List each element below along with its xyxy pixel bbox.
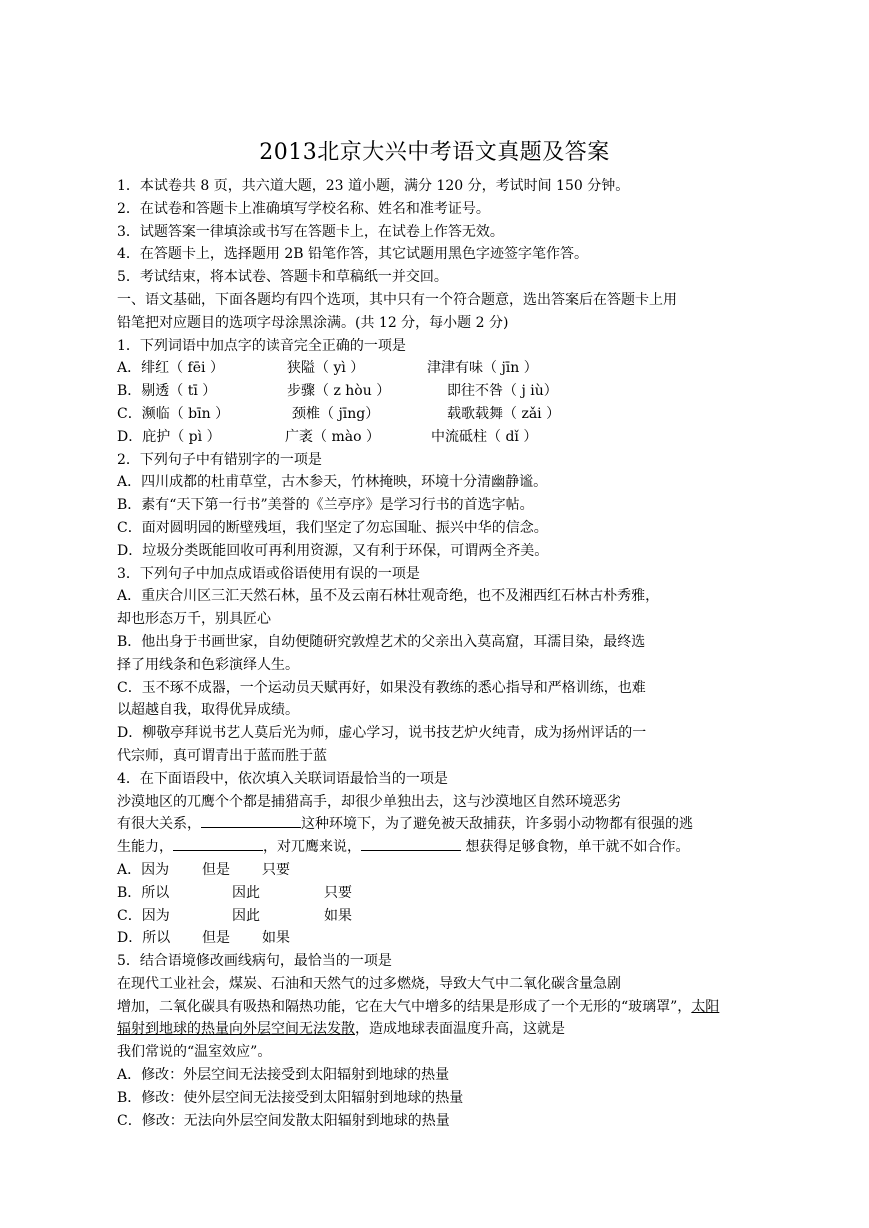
question-1-option-a <box>117 357 787 380</box>
option-item: 即往不咎（ j iù） <box>447 383 558 400</box>
question-4-option-a <box>117 859 787 882</box>
passage-text: ，对兀鹰来说， <box>263 839 361 856</box>
passage-text: 有很大关系， <box>117 816 201 833</box>
option-item: 因此 <box>232 884 260 901</box>
option-item: 步骤（ z hòu ） <box>287 383 391 400</box>
question-3-line: A．重庆合川区三汇天然石林，虽不及云南石林壮观奇绝，也不及湘西红石林古朴秀雅， <box>117 588 660 605</box>
question-3-line: D．柳敬亭拜说书艺人莫后光为师，虚心学习，说书技艺炉火纯青，成为扬州评话的一 <box>117 725 647 742</box>
answer-blank <box>173 836 263 851</box>
question-4-option-d <box>117 927 787 950</box>
option-item: 因此 <box>232 907 260 924</box>
question-3-line: 以超越自我，取得优异成绩。 <box>117 702 299 719</box>
underlined-sentence: 辐射到地球的热量向外层空间无法发散 <box>117 1021 355 1038</box>
question-5-option-a: A．修改：外层空间无法接受到太阳辐射到地球的热量 <box>117 1067 450 1084</box>
option-item: D．庇护（ pì ） <box>117 428 221 445</box>
question-2-option-b: B．素有“天下第一行书”美誉的《兰亭序》是学习行书的首选字帖。 <box>117 497 534 514</box>
option-item: 中流砥柱（ dǐ ） <box>431 428 538 445</box>
question-3-line: C．玉不琢不成器，一个运动员天赋再好，如果没有教练的悉心指导和严格训练，也难 <box>117 679 646 696</box>
instruction-line: 4．在答题卡上，选择题用 2B 铅笔作答，其它试题用黑色字迹签字笔作答。 <box>117 246 589 263</box>
question-5-passage <box>117 996 787 1019</box>
option-item: 只要 <box>262 861 290 878</box>
option-item: C．濒临（ bīn ） <box>117 405 230 422</box>
question-2-stem: 2．下列句子中有错别字的一项是 <box>117 451 322 468</box>
question-4-option-b <box>117 882 787 905</box>
option-item: 但是 <box>202 930 230 947</box>
section-heading: 一、语文基础，下面各题均有四个选项，其中只有一个符合题意，选出答案后在答题卡上用 <box>117 291 677 308</box>
instruction-line: 1．本试卷共 8 页，共六道大题，23 道小题，满分 120 分，考试时间 150 分钟。 <box>117 178 630 194</box>
question-4-option-c <box>117 905 787 928</box>
option-item: A．因为 <box>117 861 170 878</box>
option-item: 只要 <box>324 884 352 901</box>
instruction-line: 3．试题答案一律填涂或书写在答题卡上，在试卷上作答无效。 <box>117 223 504 240</box>
option-item: 颈椎（ jīng） <box>292 405 380 422</box>
option-item: D．所以 <box>117 930 171 947</box>
instruction-line: 5．考试结束，将本试卷、答题卡和草稿纸一并交回。 <box>117 269 448 286</box>
question-3-line: 代宗师，真可谓青出于蓝而胜于蓝 <box>117 747 327 764</box>
question-5-passage <box>117 1018 787 1041</box>
option-item: A．绯红（ fēi ） <box>117 360 224 377</box>
option-item: 广袤（ mào ） <box>285 428 380 445</box>
option-item: B．所以 <box>117 884 170 901</box>
passage-text: 增加，二氧化碳具有吸热和隔热功能，它在大气中增多的结果是形成了一个无形的“玻璃罩”， <box>117 998 692 1015</box>
passage-text: 这种环境下，为了避免被天敌捕获，许多弱小动物都有很强的逃 <box>301 816 693 833</box>
question-5-passage: 我们常说的“温室效应”。 <box>117 1044 272 1061</box>
question-3-line: 却也形态万千，别具匠心 <box>117 611 271 628</box>
answer-blank <box>361 836 461 851</box>
option-item: B．剔透（ tī ） <box>117 383 217 400</box>
question-1-stem: 1．下列词语中加点字的读音完全正确的一项是 <box>117 337 406 354</box>
passage-text: 生能力， <box>117 839 173 856</box>
question-2-option-c: C．面对圆明园的断壁残垣，我们坚定了勿忘国耻、振兴中华的信念。 <box>117 519 548 536</box>
question-2-option-a: A．四川成都的杜甫草堂，古木参天，竹林掩映，环境十分清幽静谧。 <box>117 474 548 491</box>
option-item: C．因为 <box>117 907 170 924</box>
passage-text: ，造成地球表面温度升高，这就是 <box>355 1021 565 1038</box>
question-4-stem: 4．在下面语段中，依次填入关联词语最恰当的一项是 <box>117 770 448 787</box>
question-3-stem: 3．下列句子中加点成语或俗语使用有误的一项是 <box>117 565 420 582</box>
question-5-option-b: B．修改：使外层空间无法接受到太阳辐射到地球的热量 <box>117 1089 464 1106</box>
page-title: 2013北京大兴中考语文真题及答案 <box>259 140 610 165</box>
question-3-line: 择了用线条和色彩演绎人生。 <box>117 656 299 673</box>
option-item: 载歌载舞（ zǎi ） <box>447 405 561 422</box>
section-heading-cont: 铅笔把对应题目的选项字母涂黑涂满。(共 12 分，每小题 2 分) <box>117 314 509 331</box>
question-1-option-c <box>117 403 787 426</box>
passage-text: 想获得足够食物，单干就不如合作。 <box>461 839 690 856</box>
question-5-stem: 5．结合语境修改画线病句，最恰当的一项是 <box>117 953 392 970</box>
option-item: 如果 <box>324 907 352 924</box>
question-1-option-b <box>117 380 787 403</box>
exam-body <box>117 175 787 1132</box>
question-2-option-d: D．垃圾分类既能回收可再利用资源，又有利于环保，可谓两全齐美。 <box>117 542 549 559</box>
option-item: 狭隘（ yì ） <box>287 360 365 377</box>
question-4-passage <box>117 813 787 836</box>
question-4-passage <box>117 836 787 859</box>
instruction-line: 2．在试卷和答题卡上准确填写学校名称、姓名和准考证号。 <box>117 200 490 217</box>
underlined-sentence: 太阳 <box>691 998 720 1015</box>
question-4-passage: 沙漠地区的兀鹰个个都是捕猎高手，却很少单独出去，这与沙漠地区自然环境恶劣 <box>117 793 621 810</box>
option-item: 如果 <box>262 930 290 947</box>
question-5-passage: 在现代工业社会，煤炭、石油和天然气的过多燃烧，导致大气中二氧化碳含量急剧 <box>117 975 621 992</box>
question-3-line: B．他出身于书画世家，自幼便随研究敦煌艺术的父亲出入莫高窟，耳濡目染，最终选 <box>117 633 646 650</box>
option-item: 但是 <box>202 861 230 878</box>
answer-blank <box>201 813 301 828</box>
question-5-option-c: C．修改：无法向外层空间发散太阳辐射到地球的热量 <box>117 1112 450 1129</box>
option-item: 津津有味（ jīn ） <box>427 360 538 377</box>
question-1-option-d <box>117 426 787 449</box>
